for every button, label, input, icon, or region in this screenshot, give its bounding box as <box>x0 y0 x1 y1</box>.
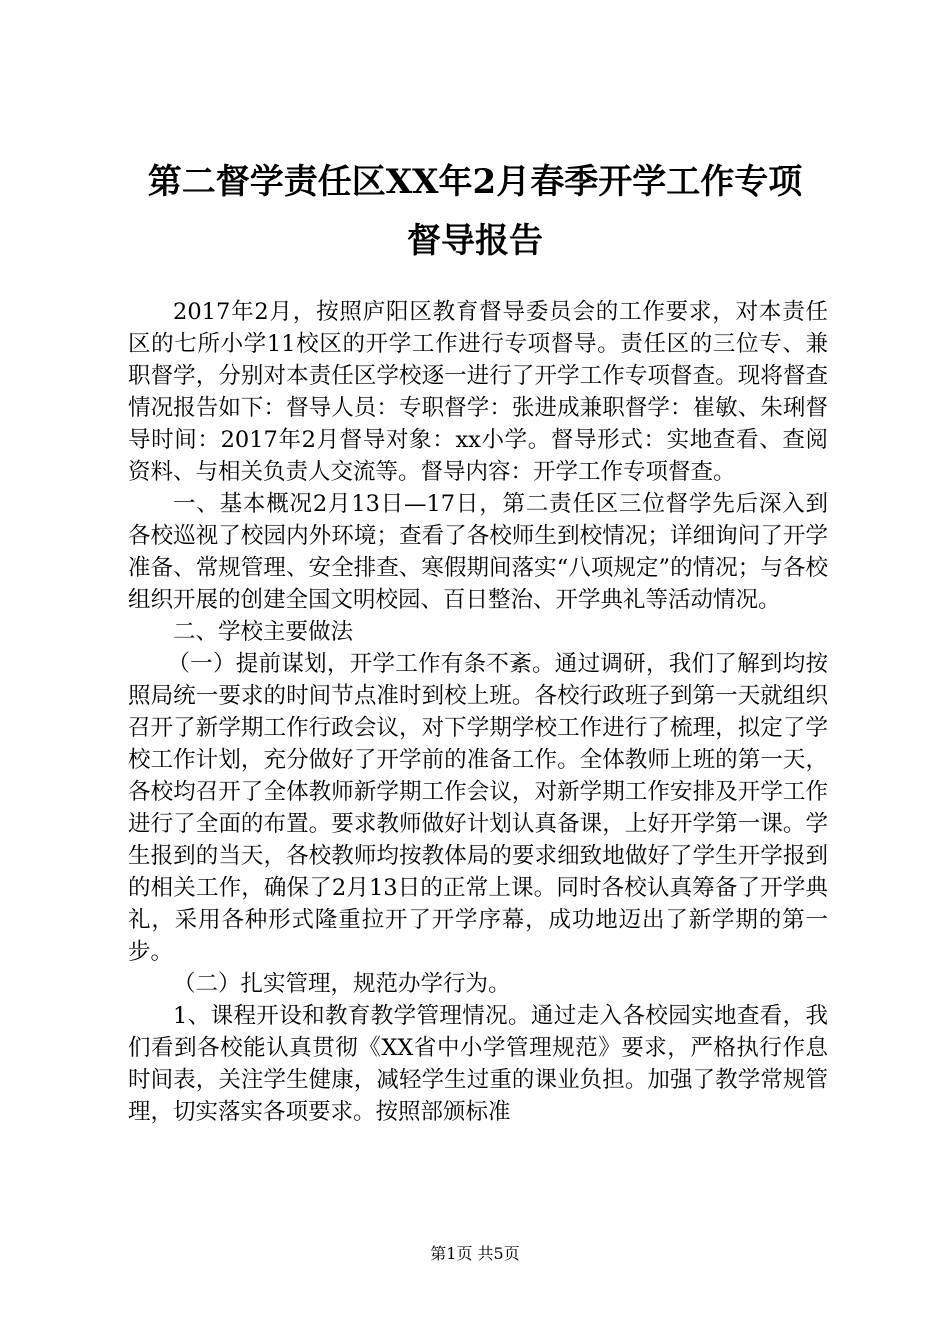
paragraph-curriculum: 1、课程开设和教育教学管理情况。通过走入各校园实地查看，我们看到各校能认真贯彻《XX省中小学管理规范》要求，严格执行作息时间表，关注学生健康，减轻学生过重的课业负担。加强了教学常规管理，切实落实各项要求。按照部颁标准 <box>128 1003 828 1125</box>
subsection-heading-management: （二）扎实管理，规范办学行为。 <box>173 971 511 997</box>
section-heading-practices: 二、学校主要做法 <box>173 619 354 645</box>
document-title-line2: 督导报告 <box>407 221 543 261</box>
paragraph-planning: （一）提前谋划，开学工作有条不紊。通过调研，我们了解到均按照局统一要求的时间节点准时到校上班。各校行政班子到第一天就组织召开了新学期工作行政会议，对下学期学校工作进行了梳理，拟定了学校工作计划，充分做好了开学前的准备工作。全体教师上班的第一天，各校均召开了全体教师新学期工作会议，对新学期工作安排及开学工作进行了全面的布置。要求教师做好计划认真备课，上好开学第一课。学生报到的当天，各校教师均按教体局的要求细致地做好了学生开学报到的相关工作，确保了2月13日的正常上课。同时各校认真筹备了开学典礼，采用各种形式隆重拉开了开学序幕，成功地迈出了新学期的第一步。 <box>128 651 828 965</box>
document-body <box>128 296 828 1128</box>
paragraph-intro: 2017年2月，按照庐阳区教育督导委员会的工作要求，对本责任区的七所小学11校区的开学工作进行专项督导。责任区的三位专、兼职督学，分别对本责任区学校逐一进行了开学工作专项督查。现将督查情况报告如下：督导人员：专职督学：张进成兼职督学：崔敏、朱琍督导时间：2017年2月督导对象：xx小学。督导形式：实地查看、查阅资料、与相关负责人交流等。督导内容：开学工作专项督查。 <box>128 299 828 485</box>
paragraph-overview: 一、基本概况2月13日—17日，第二责任区三位督学先后深入到各校巡视了校园内外环境；查看了各校师生到校情况；详细询问了开学准备、常规管理、安全排查、寒假期间落实“八项规定”的情况；与各校组织开展的创建全国文明校园、百日整治、开学典礼等活动情况。 <box>128 491 828 613</box>
document-title-line1: 第二督学责任区XX年2月春季开学工作专项 <box>147 162 803 202</box>
page-footer: 第1页 共5页 <box>430 1244 520 1263</box>
